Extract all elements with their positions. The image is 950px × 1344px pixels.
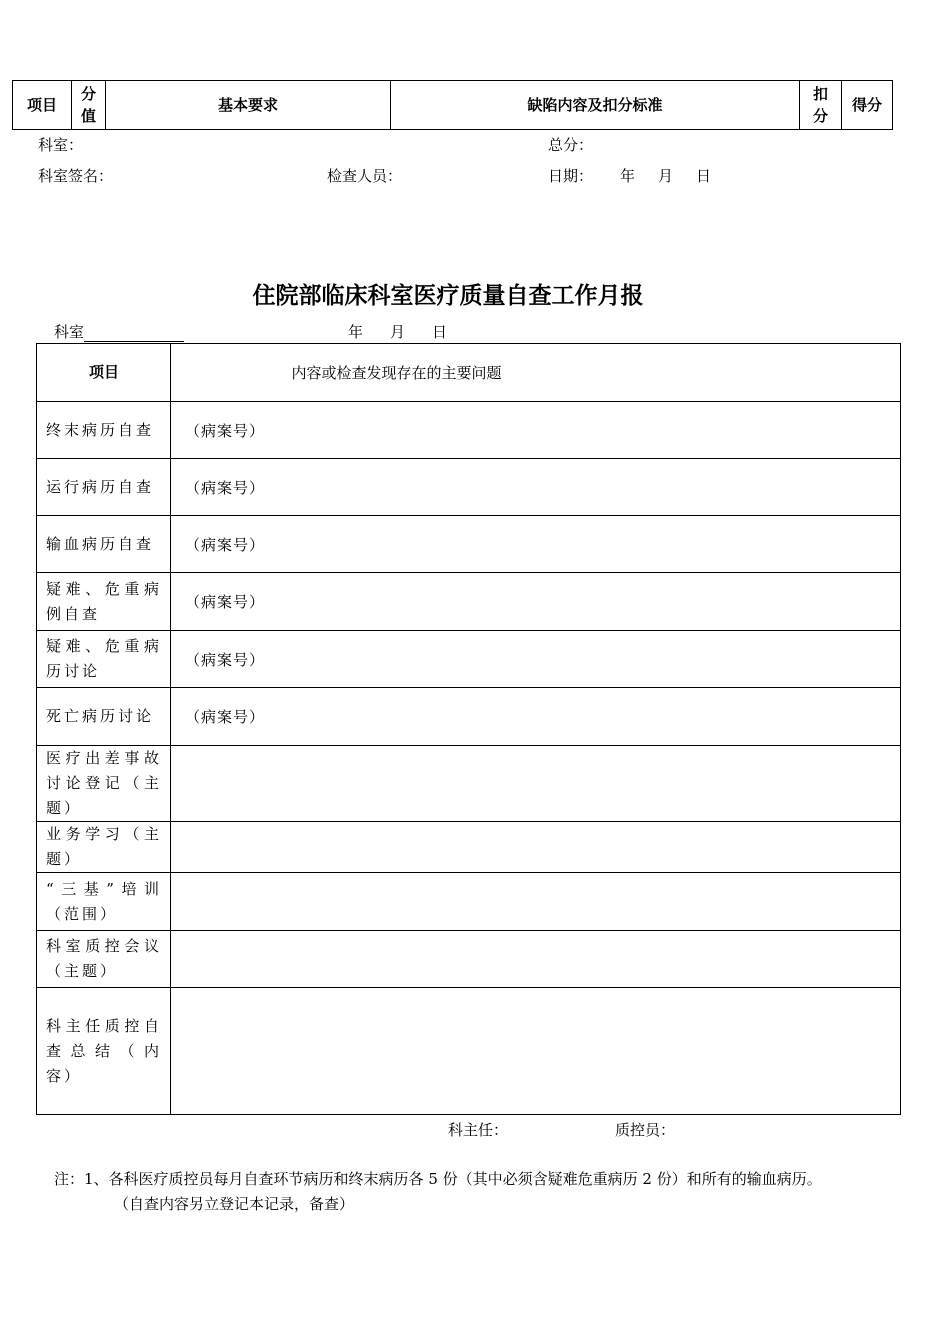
table-row bbox=[37, 931, 901, 988]
qc-signature-label: 质控员： bbox=[615, 1121, 676, 1139]
row-item: 疑难、危重病历讨论 bbox=[37, 631, 171, 688]
row-item: 业务学习（主题） bbox=[37, 822, 171, 873]
row-content[interactable] bbox=[171, 988, 901, 1115]
row-content[interactable]: （病案号） bbox=[171, 688, 901, 746]
note-line-1: 注：1、各科医疗质控员每月自查环节病历和终末病历各 5 份（其中必须含疑难危重病历 2 份）和所有的输血病历。 bbox=[54, 1170, 822, 1188]
row-content[interactable]: （病案号） bbox=[171, 459, 901, 516]
total-score-label: 总分： bbox=[548, 136, 594, 154]
row-content[interactable]: （病案号） bbox=[171, 631, 901, 688]
table-row bbox=[37, 516, 901, 573]
report-dept-blank[interactable] bbox=[84, 325, 184, 342]
row-item: 疑难、危重病例自查 bbox=[37, 573, 171, 631]
report-dept-line bbox=[54, 321, 184, 342]
score-header-table bbox=[12, 80, 893, 130]
report-year: 年 bbox=[348, 323, 364, 341]
row-content[interactable]: （病案号） bbox=[171, 402, 901, 459]
header-score-value: 分值 bbox=[72, 81, 106, 130]
table-row bbox=[37, 873, 901, 931]
date-label: 日期： bbox=[548, 167, 594, 185]
self-check-table bbox=[36, 343, 901, 1115]
row-content[interactable]: （病案号） bbox=[171, 573, 901, 631]
report-day: 日 bbox=[432, 323, 448, 341]
row-item: 运行病历自查 bbox=[37, 459, 171, 516]
table-header-row bbox=[37, 344, 901, 402]
row-content[interactable] bbox=[171, 746, 901, 822]
date-month: 月 bbox=[658, 167, 674, 185]
row-content[interactable] bbox=[171, 822, 901, 873]
row-item: 科室质控会议（主题） bbox=[37, 931, 171, 988]
table-row bbox=[37, 688, 901, 746]
date-day: 日 bbox=[696, 167, 712, 185]
table-row bbox=[37, 746, 901, 822]
dept-label: 科室： bbox=[38, 136, 84, 154]
row-content[interactable] bbox=[171, 873, 901, 931]
director-signature-label: 科主任： bbox=[448, 1121, 509, 1139]
dept-sign-label: 科室签名： bbox=[38, 167, 114, 185]
row-item: 死亡病历讨论 bbox=[37, 688, 171, 746]
report-dept-label: 科室 bbox=[54, 323, 85, 341]
row-item: “三基”培训（范围） bbox=[37, 873, 171, 931]
col-header-item: 项目 bbox=[37, 344, 171, 402]
header-item: 项目 bbox=[13, 81, 72, 130]
row-content[interactable]: （病案号） bbox=[171, 516, 901, 573]
report-month: 月 bbox=[390, 323, 406, 341]
row-item: 科主任质控自查总结（内容） bbox=[37, 988, 171, 1115]
table-row bbox=[37, 459, 901, 516]
table-row bbox=[37, 822, 901, 873]
header-deduction: 扣分 bbox=[800, 81, 842, 130]
note-line-2: （自查内容另立登记本记录，备查） bbox=[114, 1195, 355, 1213]
header-final-score: 得分 bbox=[842, 81, 893, 130]
row-item: 输血病历自查 bbox=[37, 516, 171, 573]
table-row bbox=[37, 631, 901, 688]
col-header-content: 内容或检查发现存在的主要问题 bbox=[171, 344, 901, 402]
header-basic-requirements: 基本要求 bbox=[106, 81, 391, 130]
table-row bbox=[37, 402, 901, 459]
date-year: 年 bbox=[620, 167, 636, 185]
report-title: 住院部临床科室医疗质量自查工作月报 bbox=[252, 283, 644, 309]
row-item: 医疗出差事故讨论登记（主题） bbox=[37, 746, 171, 822]
row-content[interactable] bbox=[171, 931, 901, 988]
row-item: 终末病历自查 bbox=[37, 402, 171, 459]
header-deficiency-standard: 缺陷内容及扣分标准 bbox=[391, 81, 800, 130]
inspector-label: 检查人员： bbox=[327, 167, 403, 185]
table-row bbox=[37, 573, 901, 631]
table-row bbox=[37, 988, 901, 1115]
